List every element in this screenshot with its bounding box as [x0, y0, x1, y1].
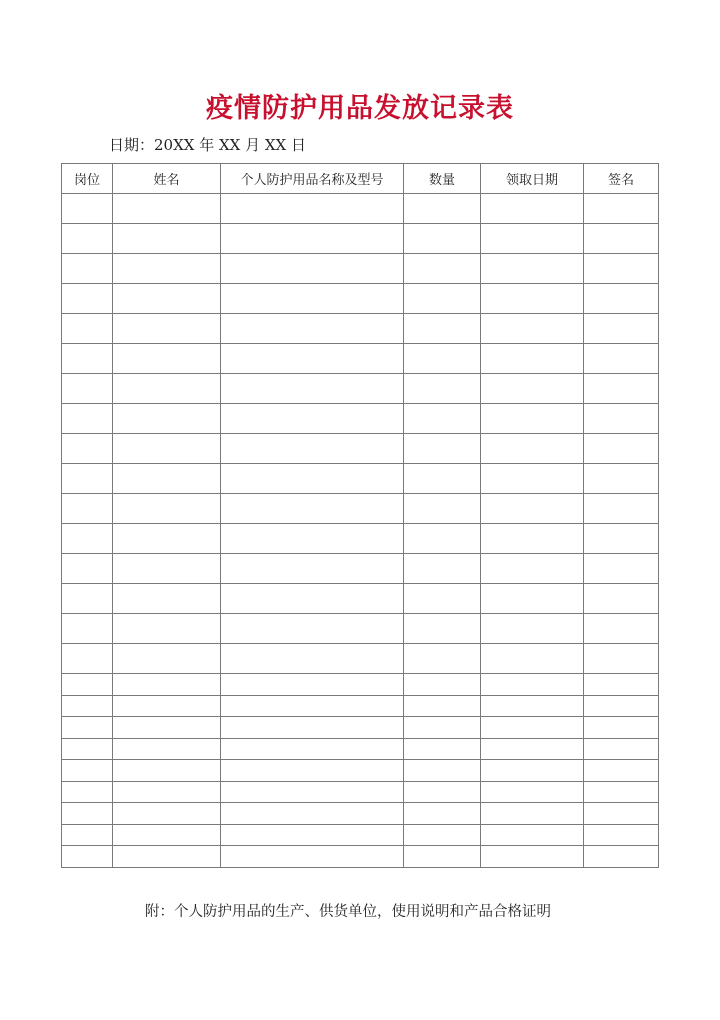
- table-cell[interactable]: [584, 254, 659, 284]
- table-cell[interactable]: [584, 738, 659, 760]
- table-cell[interactable]: [584, 404, 659, 434]
- table-cell[interactable]: [584, 781, 659, 803]
- table-cell[interactable]: [221, 674, 404, 696]
- table-cell[interactable]: [62, 404, 113, 434]
- header-quantity: 数量: [404, 164, 481, 194]
- table-cell[interactable]: [221, 824, 404, 846]
- table-cell[interactable]: [481, 824, 584, 846]
- distribution-record-table: [61, 163, 659, 868]
- table-row: [62, 344, 659, 374]
- table-row: [62, 846, 659, 868]
- table-row: [62, 434, 659, 464]
- table-cell[interactable]: [481, 404, 584, 434]
- table-cell[interactable]: [584, 224, 659, 254]
- header-receive-date: 领取日期: [481, 164, 584, 194]
- table-cell[interactable]: [221, 404, 404, 434]
- table-cell[interactable]: [221, 224, 404, 254]
- footnote: 附：个人防护用品的生产、供货单位，使用说明和产品合格证明: [145, 904, 551, 920]
- table-cell[interactable]: [584, 284, 659, 314]
- table-cell[interactable]: [481, 554, 584, 584]
- table-cell[interactable]: [221, 494, 404, 524]
- table-cell[interactable]: [221, 846, 404, 868]
- table-row: [62, 738, 659, 760]
- table-cell[interactable]: [221, 717, 404, 739]
- table-cell[interactable]: [404, 846, 481, 868]
- table-cell[interactable]: [404, 674, 481, 696]
- table-cell[interactable]: [113, 674, 221, 696]
- table-cell[interactable]: [481, 464, 584, 494]
- table-cell[interactable]: [481, 224, 584, 254]
- table-cell[interactable]: [62, 695, 113, 717]
- table-cell[interactable]: [113, 224, 221, 254]
- table-cell[interactable]: [481, 846, 584, 868]
- table-cell[interactable]: [584, 717, 659, 739]
- table-cell[interactable]: [481, 738, 584, 760]
- table-cell[interactable]: [113, 717, 221, 739]
- date-line: 日期：20XX 年 XX 月 XX 日: [109, 136, 307, 154]
- table-cell[interactable]: [221, 614, 404, 644]
- table-cell[interactable]: [221, 781, 404, 803]
- table-row: [62, 254, 659, 284]
- table-cell[interactable]: [481, 760, 584, 782]
- table-cell[interactable]: [62, 738, 113, 760]
- table-row: [62, 614, 659, 644]
- table-cell[interactable]: [404, 781, 481, 803]
- table-cell[interactable]: [404, 194, 481, 224]
- table-cell[interactable]: [584, 803, 659, 825]
- table-cell[interactable]: [481, 644, 584, 674]
- header-name: 姓名: [113, 164, 221, 194]
- table-cell[interactable]: [221, 194, 404, 224]
- table-cell[interactable]: [113, 374, 221, 404]
- table-cell[interactable]: [584, 760, 659, 782]
- table-cell[interactable]: [584, 314, 659, 344]
- table-cell[interactable]: [62, 344, 113, 374]
- table-cell[interactable]: [113, 524, 221, 554]
- table-cell[interactable]: [584, 524, 659, 554]
- table-cell[interactable]: [113, 344, 221, 374]
- table-cell[interactable]: [113, 314, 221, 344]
- table-cell[interactable]: [221, 644, 404, 674]
- table-cell[interactable]: [404, 803, 481, 825]
- table-row: [62, 717, 659, 739]
- table-cell[interactable]: [62, 374, 113, 404]
- table-cell[interactable]: [62, 674, 113, 696]
- table-cell[interactable]: [221, 464, 404, 494]
- table-cell[interactable]: [481, 284, 584, 314]
- table-cell[interactable]: [221, 803, 404, 825]
- table-cell[interactable]: [404, 344, 481, 374]
- table-cell[interactable]: [481, 614, 584, 644]
- table-cell[interactable]: [62, 846, 113, 868]
- table-cell[interactable]: [62, 614, 113, 644]
- table-cell[interactable]: [62, 760, 113, 782]
- table-cell[interactable]: [113, 584, 221, 614]
- table-cell[interactable]: [113, 464, 221, 494]
- table-cell[interactable]: [584, 674, 659, 696]
- table-cell[interactable]: [404, 760, 481, 782]
- table-cell[interactable]: [584, 344, 659, 374]
- table-row: [62, 524, 659, 554]
- table-cell[interactable]: [404, 554, 481, 584]
- table-cell[interactable]: [62, 803, 113, 825]
- table-cell[interactable]: [404, 314, 481, 344]
- table-cell[interactable]: [62, 717, 113, 739]
- table-cell[interactable]: [62, 194, 113, 224]
- table-cell[interactable]: [221, 374, 404, 404]
- table-cell[interactable]: [404, 614, 481, 644]
- table-cell[interactable]: [481, 434, 584, 464]
- table-cell[interactable]: [404, 494, 481, 524]
- table-cell[interactable]: [481, 803, 584, 825]
- table-cell[interactable]: [584, 846, 659, 868]
- table-cell[interactable]: [62, 554, 113, 584]
- table-cell[interactable]: [113, 760, 221, 782]
- table-row: [62, 284, 659, 314]
- table-cell[interactable]: [584, 824, 659, 846]
- table-cell[interactable]: [221, 524, 404, 554]
- table-row: [62, 644, 659, 674]
- table-cell[interactable]: [62, 494, 113, 524]
- table-cell[interactable]: [221, 554, 404, 584]
- table-cell[interactable]: [113, 803, 221, 825]
- table-cell[interactable]: [62, 781, 113, 803]
- table-row: [62, 404, 659, 434]
- table-cell[interactable]: [404, 644, 481, 674]
- table-cell[interactable]: [62, 434, 113, 464]
- table-cell[interactable]: [113, 614, 221, 644]
- table-cell[interactable]: [404, 374, 481, 404]
- table-cell[interactable]: [62, 524, 113, 554]
- table-cell[interactable]: [404, 695, 481, 717]
- table-cell[interactable]: [221, 738, 404, 760]
- table-row: [62, 803, 659, 825]
- table-row: [62, 824, 659, 846]
- table-cell[interactable]: [584, 644, 659, 674]
- table-row: [62, 674, 659, 696]
- header-signature: 签名: [584, 164, 659, 194]
- table-cell[interactable]: [113, 284, 221, 314]
- table-cell[interactable]: [221, 314, 404, 344]
- table-cell[interactable]: [481, 254, 584, 284]
- table-cell[interactable]: [481, 584, 584, 614]
- table-cell[interactable]: [404, 224, 481, 254]
- table-cell[interactable]: [404, 434, 481, 464]
- table-cell[interactable]: [404, 738, 481, 760]
- table-cell[interactable]: [113, 254, 221, 284]
- table-cell[interactable]: [481, 524, 584, 554]
- table-cell[interactable]: [113, 644, 221, 674]
- table-cell[interactable]: [113, 494, 221, 524]
- table-cell[interactable]: [481, 674, 584, 696]
- table-cell[interactable]: [481, 494, 584, 524]
- table-cell[interactable]: [584, 695, 659, 717]
- table-cell[interactable]: [62, 224, 113, 254]
- table-cell[interactable]: [113, 695, 221, 717]
- table-row: [62, 494, 659, 524]
- table-cell[interactable]: [481, 781, 584, 803]
- table-row: [62, 695, 659, 717]
- table-cell[interactable]: [584, 194, 659, 224]
- table-row: [62, 314, 659, 344]
- table-cell[interactable]: [481, 314, 584, 344]
- table-cell[interactable]: [584, 584, 659, 614]
- table-cell[interactable]: [404, 284, 481, 314]
- table-cell[interactable]: [113, 434, 221, 464]
- table-cell[interactable]: [221, 254, 404, 284]
- table-cell[interactable]: [404, 717, 481, 739]
- table-cell[interactable]: [113, 781, 221, 803]
- table-cell[interactable]: [62, 314, 113, 344]
- table-cell[interactable]: [584, 614, 659, 644]
- table-cell[interactable]: [481, 695, 584, 717]
- table-cell[interactable]: [404, 254, 481, 284]
- table-cell[interactable]: [481, 717, 584, 739]
- table-cell[interactable]: [62, 644, 113, 674]
- table-cell[interactable]: [221, 695, 404, 717]
- table-cell[interactable]: [221, 344, 404, 374]
- table-cell[interactable]: [62, 824, 113, 846]
- table-row: [62, 584, 659, 614]
- table-body: [62, 194, 659, 868]
- table-cell[interactable]: [113, 404, 221, 434]
- document-title: 疫情防护用品发放记录表: [206, 93, 514, 124]
- table-cell[interactable]: [113, 194, 221, 224]
- table-row: [62, 760, 659, 782]
- header-ppe-name-model: 个人防护用品名称及型号: [221, 164, 404, 194]
- table-row: [62, 554, 659, 584]
- table-cell[interactable]: [113, 554, 221, 584]
- table-row: [62, 194, 659, 224]
- table-row: [62, 374, 659, 404]
- table-cell[interactable]: [404, 404, 481, 434]
- table-cell[interactable]: [221, 760, 404, 782]
- table-row: [62, 224, 659, 254]
- table-header-row: [62, 164, 659, 194]
- table-cell[interactable]: [584, 374, 659, 404]
- table-cell[interactable]: [404, 824, 481, 846]
- table-cell[interactable]: [404, 464, 481, 494]
- table-cell[interactable]: [481, 194, 584, 224]
- table-cell[interactable]: [221, 284, 404, 314]
- table-cell[interactable]: [584, 494, 659, 524]
- table-cell[interactable]: [404, 524, 481, 554]
- header-position: 岗位: [62, 164, 113, 194]
- table-cell[interactable]: [584, 434, 659, 464]
- table-cell[interactable]: [221, 434, 404, 464]
- table-cell[interactable]: [62, 284, 113, 314]
- table-cell[interactable]: [62, 464, 113, 494]
- table-cell[interactable]: [113, 846, 221, 868]
- table-cell[interactable]: [584, 464, 659, 494]
- table-cell[interactable]: [481, 374, 584, 404]
- table-row: [62, 464, 659, 494]
- table-cell[interactable]: [221, 584, 404, 614]
- table-row: [62, 781, 659, 803]
- table-cell[interactable]: [62, 584, 113, 614]
- table-cell[interactable]: [62, 254, 113, 284]
- table-cell[interactable]: [404, 584, 481, 614]
- table-cell[interactable]: [584, 554, 659, 584]
- table-cell[interactable]: [481, 344, 584, 374]
- table-cell[interactable]: [113, 824, 221, 846]
- table-cell[interactable]: [113, 738, 221, 760]
